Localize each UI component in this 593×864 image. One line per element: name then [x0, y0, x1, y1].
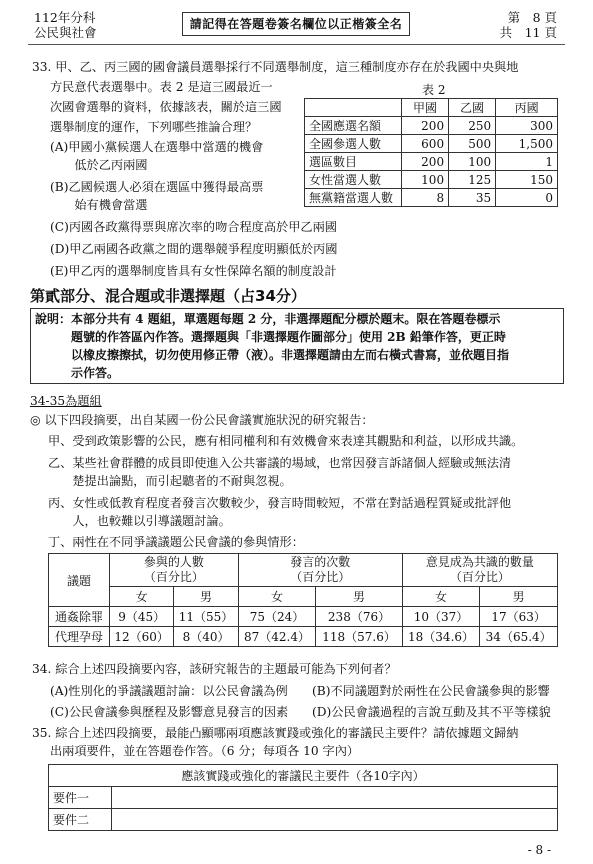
option-e: (E)甲乙丙的選舉制度皆具有女性保障名額的制度設計: [50, 264, 337, 278]
table-header-cell: [305, 99, 402, 117]
table-row: [49, 809, 558, 831]
table-cell: 300: [496, 117, 558, 135]
table-cell: 9（45）: [110, 607, 174, 627]
exam-title: 112年分科: [34, 10, 96, 25]
table-cell: 1: [496, 153, 558, 171]
page-footer: - 8 -: [527, 843, 551, 857]
question-text: 甲、乙、丙三國的國會議員選舉採行不同選舉制度，這三種制度亦存在於我國中央與地: [55, 60, 519, 74]
table-2: [304, 98, 558, 207]
table-cell: 34（65.4）: [480, 627, 558, 647]
group-header: [110, 554, 239, 587]
instruction-line: 以橡皮擦擦拭，切勿使用修正帶（液）。非選擇題請由左而右橫式書寫，並依題目指: [35, 348, 510, 362]
option-c: (C)公民會議參與歷程及影響意見發言的因素: [50, 705, 289, 719]
sub-header: 男: [174, 587, 238, 607]
option-b: (B)乙國候選人必須在選區中獲得最高票: [50, 180, 264, 194]
instruction-line: 示作答。: [35, 366, 120, 380]
table-row: [49, 554, 558, 587]
paragraph-bing-cont: 人，也較難以引導議題討論。: [48, 514, 231, 528]
group-header-line: 參與的人數: [143, 555, 204, 569]
table-cell: 100: [449, 153, 496, 171]
table-cell: 250: [449, 117, 496, 135]
answer-cell[interactable]: [112, 809, 558, 831]
table-cell: 12（60）: [110, 627, 174, 647]
header-left: [34, 10, 97, 40]
instruction-line: 說明：本部分共有 4 題組，單選題每題 2 分，非選擇題配分標於題末。限在答題卷標示: [35, 312, 501, 326]
page-total: 共 11 頁: [499, 25, 557, 40]
subject-name: 公民與社會: [34, 25, 97, 40]
group-intro: ◎ 以下四段摘要，出自某國一份公民會議實施狀況的研究報告：: [30, 413, 374, 427]
sub-header: 女: [402, 587, 480, 607]
table-row: [305, 153, 558, 171]
question-number: 34.: [32, 662, 52, 676]
table-cell: 17（63）: [480, 607, 558, 627]
group-header-line: （百分比）: [290, 570, 351, 584]
table-cell: 35: [449, 189, 496, 207]
table-row: [49, 787, 558, 809]
question-text: 出兩項要件，並在答題卷作答。（6 分；每項各 10 字內）: [50, 744, 360, 758]
answer-table: [48, 764, 558, 831]
header-divider: [28, 44, 565, 45]
option-d: (D)公民會議過程的言說互動及其不平等樣貌: [312, 705, 551, 719]
table-row: [49, 627, 558, 647]
section-title: 第貳部分、混合題或非選擇題（占34分）: [30, 287, 306, 305]
participation-table: [48, 553, 558, 647]
table-header-cell: 丙國: [496, 99, 558, 117]
instructions-box: [30, 308, 564, 384]
table-cell: 8: [402, 189, 449, 207]
row-label: 全國參選人數: [305, 135, 402, 153]
table-row: [305, 135, 558, 153]
group-header-line: （百分比）: [143, 570, 204, 584]
table-cell: 10（37）: [402, 607, 480, 627]
sub-header: 女: [110, 587, 174, 607]
sub-header: 女: [238, 587, 316, 607]
option-c: (C)丙國各政黨得票與席次率的吻合程度高於甲乙兩國: [50, 220, 337, 234]
option-a-cont: 低於乙丙兩國: [50, 158, 148, 172]
table-row: [305, 117, 558, 135]
question-text: 方民意代表選舉中。表 2 是這三國最近一: [50, 80, 273, 94]
table-cell: 18（34.6）: [402, 627, 480, 647]
instruction-line: 題號的作答區內作答。選擇題與「非選擇題作圖部分」使用 2B 鉛筆作答，更正時: [35, 330, 506, 344]
row-label: 女性當選人數: [305, 171, 402, 189]
table-header-cell: 乙國: [449, 99, 496, 117]
table-cell: 200: [402, 117, 449, 135]
row-label: 要件二: [49, 809, 112, 831]
table-cell: 150: [496, 171, 558, 189]
topic-header: 議題: [49, 554, 110, 607]
table-row: [49, 587, 558, 607]
signature-reminder: 請記得在答題卷簽名欄位以正楷簽全名: [182, 12, 410, 36]
option-a: (A)甲國小黨候選人在選舉中當選的機會: [50, 140, 264, 154]
option-b-cont: 始有機會當選: [50, 198, 148, 212]
page-number: 第 8 頁: [507, 10, 557, 25]
question-text: 選舉制度的運作，下列哪些推論合理？: [50, 120, 258, 134]
table-2-caption: 表 2: [422, 83, 446, 97]
paragraph-jia: 甲、受到政策影響的公民，應有相同權利和有效機會來表達其觀點和利益，以形成共識。: [48, 434, 524, 448]
option-d: (D)甲乙兩國各政黨之間的選舉競爭程度明顯低於丙國: [50, 242, 338, 256]
sub-header: 男: [316, 587, 402, 607]
answer-table-header: 應該實踐或強化的審議民主要件（各10字內）: [49, 765, 558, 787]
table-cell: 11（55）: [174, 607, 238, 627]
paragraph-bing: 丙、女性或低教育程度者發言次數較少，發言時間較短，不常在對話過程質疑或批評他: [48, 496, 512, 510]
option-a: (A)性別化的爭議議題討論：以公民會議為例: [50, 684, 288, 698]
answer-cell[interactable]: [112, 787, 558, 809]
table-cell: 200: [402, 153, 449, 171]
sub-header: 男: [480, 587, 558, 607]
table-row: [305, 99, 558, 117]
group-header: [402, 554, 557, 587]
question-group-label: 34-35為題組: [30, 394, 102, 408]
question-35: [32, 724, 518, 742]
table-cell: 238（76）: [316, 607, 402, 627]
table-header-cell: 甲國: [402, 99, 449, 117]
table-row: [305, 171, 558, 189]
table-cell: 0: [496, 189, 558, 207]
group-header-line: 意見成為共識的數量: [425, 555, 534, 569]
table-cell: 100: [402, 171, 449, 189]
table-cell: 600: [402, 135, 449, 153]
group-header-line: 發言的次數: [290, 555, 351, 569]
group-header-line: （百分比）: [449, 570, 510, 584]
question-text: 綜合上述四段摘要，最能凸顯哪兩項應該實踐或強化的審議民主要件？請依據題文歸納: [55, 726, 519, 740]
paragraph-yi-cont: 楚提出論點，而引起聽者的不耐與忽視。: [48, 474, 292, 488]
row-label: 要件一: [49, 787, 112, 809]
table-cell: 1,500: [496, 135, 558, 153]
table-row: [49, 765, 558, 787]
table-cell: 118（57.6）: [316, 627, 402, 647]
question-number: 35.: [32, 726, 52, 740]
option-b: (B)不同議題對於兩性在公民會議參與的影響: [312, 684, 550, 698]
paragraph-yi: 乙、某些社會群體的成員即使進入公共審議的場域，也常因發言訴諸個人經驗或無法清: [48, 456, 512, 470]
row-label: 代理孕母: [49, 627, 110, 647]
question-text: 綜合上述四段摘要內容，該研究報告的主題最可能為下列何者？: [55, 662, 397, 676]
table-cell: 500: [449, 135, 496, 153]
row-label: 選區數目: [305, 153, 402, 171]
paragraph-ding: 丁、兩性在不同爭議議題公民會議的參與情形：: [48, 535, 304, 549]
question-number: 33.: [32, 60, 52, 74]
table-row: [49, 607, 558, 627]
table-cell: 75（24）: [238, 607, 316, 627]
question-text: 次國會選舉的資料，依據該表，關於這三國: [50, 100, 282, 114]
table-cell: 87（42.4）: [238, 627, 316, 647]
row-label: 全國應選名額: [305, 117, 402, 135]
table-cell: 125: [449, 171, 496, 189]
row-label: 無黨籍當選人數: [305, 189, 402, 207]
table-row: [305, 189, 558, 207]
question-34: [32, 660, 397, 678]
header-right: [500, 10, 557, 40]
row-label: 通姦除罪: [49, 607, 110, 627]
table-cell: 8（40）: [174, 627, 238, 647]
group-header: [238, 554, 402, 587]
